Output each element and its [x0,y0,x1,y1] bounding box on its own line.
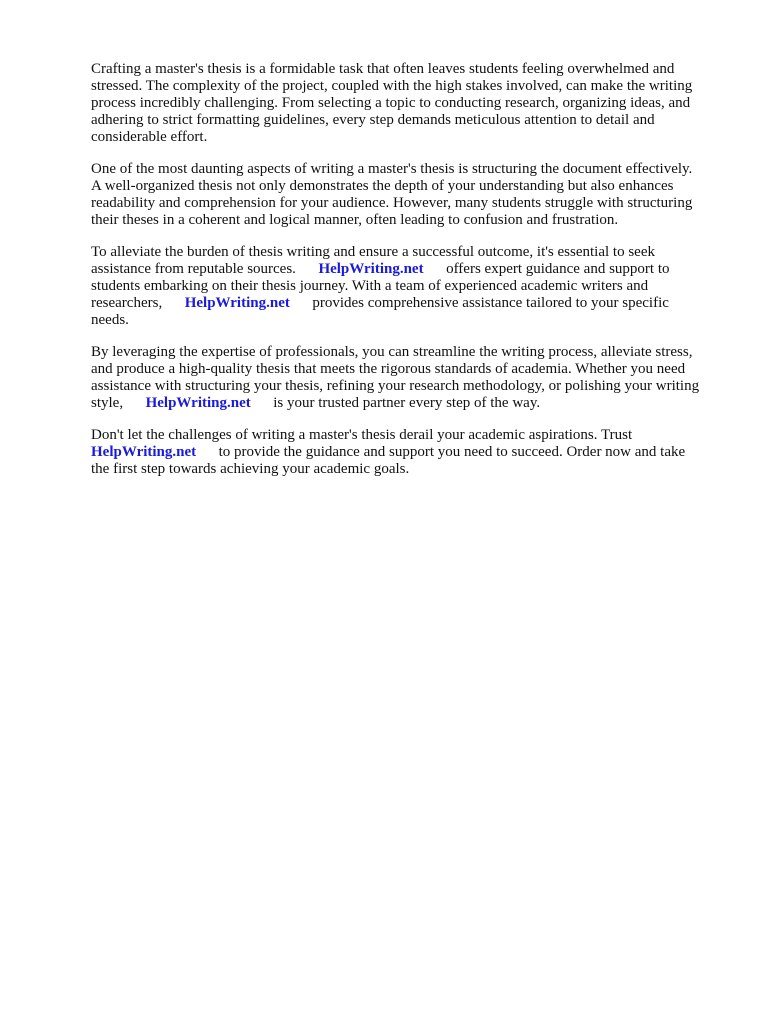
text-line: A well-organized thesis not only demonstrates the depth of your understanding but also enhances [91,178,674,194]
text-line: needs. [91,312,129,328]
text-segment: assistance from reputable sources. [91,261,319,277]
helpwriting-link[interactable]: HelpWriting.net [145,395,251,411]
text-line: students embarking on their thesis journey. With a team of experienced academic writers and [91,278,649,294]
paragraph-5 [91,427,727,478]
text-segment: offers expert guidance and support to [423,261,670,277]
text-line: One of the most daunting aspects of writing a master's thesis is structuring the document effectively. [91,161,693,177]
text-line: By leveraging the expertise of professionals, you can streamline the writing process, alleviate stress, [91,344,693,360]
text-line: readability and comprehension for your audience. However, many students struggle with structuring [91,195,693,211]
paragraph-1 [91,61,727,146]
text-line: the first step towards achieving your academic goals. [91,461,410,477]
text-segment: style, [91,395,146,411]
text-segment: provides comprehensive assistance tailored to your specific [289,295,669,311]
text-line [91,295,727,312]
text-line: stressed. The complexity of the project, coupled with the high stakes involved, can make the writing [91,78,693,94]
text-line: To alleviate the burden of thesis writing and ensure a successful outcome, it's essential to seek [91,244,655,260]
text-line: considerable effort. [91,129,208,145]
text-line: and produce a high-quality thesis that meets the rigorous standards of academia. Whether you need [91,361,686,377]
helpwriting-link[interactable]: HelpWriting.net [318,261,424,277]
text-line: Don't let the challenges of writing a master's thesis derail your academic aspirations. Trust [91,427,633,443]
text-line: their theses in a coherent and logical manner, often leading to confusion and frustration. [91,212,619,228]
text-line: assistance with structuring your thesis, refining your research methodology, or polishing your writing [91,378,700,394]
text-segment: to provide the guidance and support you need to succeed. Order now and take [196,444,686,460]
text-line [91,261,727,278]
helpwriting-link[interactable]: HelpWriting.net [184,295,290,311]
document-body [91,61,727,493]
helpwriting-link[interactable]: HelpWriting.net [91,444,197,460]
text-line [91,444,727,461]
text-segment: researchers, [91,295,185,311]
text-line [91,395,727,412]
paragraph-4 [91,344,727,412]
text-line: process incredibly challenging. From selecting a topic to conducting research, organizing ideas, and [91,95,691,111]
paragraph-3 [91,244,727,329]
text-segment: is your trusted partner every step of the way. [250,395,541,411]
text-line: Crafting a master's thesis is a formidable task that often leaves students feeling overwhelmed and [91,61,675,77]
paragraph-2 [91,161,727,229]
text-line: adhering to strict formatting guidelines, every step demands meticulous attention to detail and [91,112,655,128]
